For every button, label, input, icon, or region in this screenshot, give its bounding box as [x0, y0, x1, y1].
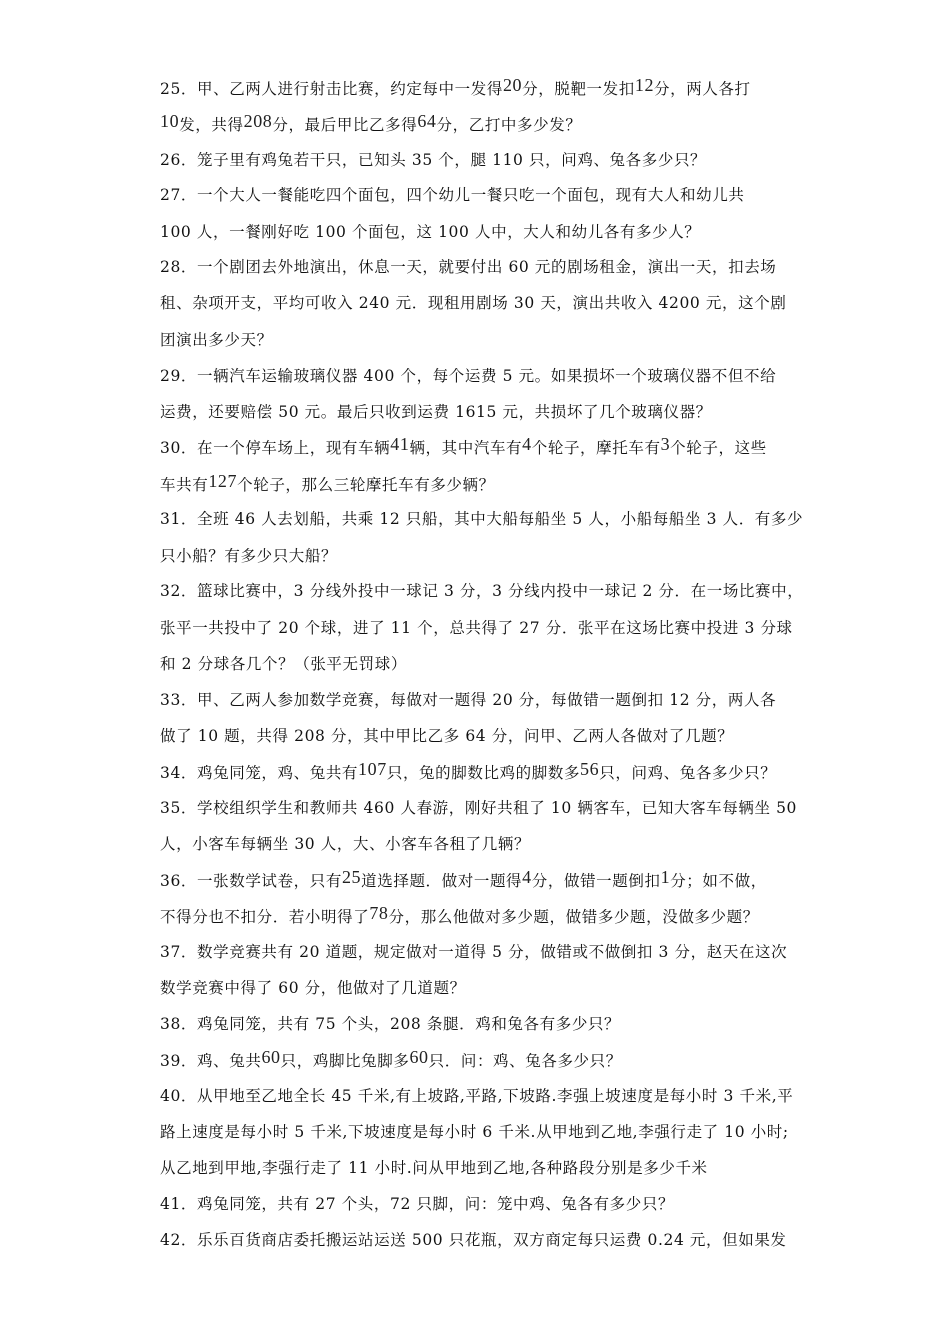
- formula-number: 3: [660, 434, 671, 454]
- problem-text-line: [160, 546, 800, 566]
- text-segment: 租、杂项开支，平均可收入 240 元．现租用剧场 30 天，演出共收入 4200 元，这个剧: [160, 294, 787, 312]
- text-segment: 42．乐乐百货商店委托搬运站运送 500 只花瓶，双方商定每只运费 0.24 元，但如果发: [160, 1231, 787, 1249]
- text-segment: 36．一张数学试卷，只有: [160, 872, 342, 890]
- problem-text-line: [160, 1086, 800, 1106]
- text-segment: 个轮子，这些: [670, 439, 767, 457]
- problem-text-line: [160, 293, 800, 313]
- text-segment: 辆，其中汽车有: [409, 439, 523, 457]
- text-segment: 人，小客车每辆坐 30 人，大、小客车各租了几辆？: [160, 835, 531, 853]
- text-segment: 32．篮球比赛中，3 分线外投中一球记 3 分，3 分线内投中一球记 2 分．在一场比赛中，: [160, 582, 804, 600]
- text-segment: 数学竞赛中得了 60 分，他做对了几道题？: [160, 979, 466, 997]
- text-segment: 25．甲、乙两人进行射击比赛，约定每中一发得: [160, 80, 503, 98]
- text-segment: 33．甲、乙两人参加数学竞赛，每做对一题得 20 分，每做错一题倒扣 12 分，两人各: [160, 691, 777, 709]
- text-segment: 路上速度是每小时 5 千米,下坡速度是每小时 6 千米.从甲地到乙地,李强行走了 10 小时;: [160, 1123, 789, 1141]
- text-segment: 30．在一个停车场上，现有车辆: [160, 439, 391, 457]
- problem-text-line: [160, 759, 800, 783]
- text-segment: 车共有: [160, 476, 209, 494]
- formula-number: 10: [160, 111, 180, 131]
- text-segment: 28．一个剧团去外地演出，休息一天，就要付出 60 元的剧场租金，演出一天，扣去场: [160, 258, 777, 276]
- text-segment: 道选择题．做对一题得: [361, 872, 523, 890]
- formula-number: 78: [369, 903, 389, 923]
- text-segment: 100 人，一餐刚好吃 100 个面包，这 100 人中，大人和幼儿各有多少人？: [160, 223, 701, 241]
- text-segment: 分，乙打中多少发？: [436, 116, 582, 134]
- problem-text-line: [160, 1158, 800, 1178]
- text-segment: 26．笼子里有鸡兔若干只，已知头 35 个，腿 110 只，问鸡、兔各多少只？: [160, 151, 707, 169]
- formula-number: 107: [358, 759, 387, 779]
- problem-text-line: [160, 726, 800, 746]
- problem-text-line: [160, 257, 800, 277]
- problem-text-line: [160, 1230, 800, 1250]
- text-segment: 38．鸡兔同笼，共有 75 个头，208 条腿．鸡和兔各有多少只？: [160, 1015, 621, 1033]
- problem-text-line: [160, 471, 800, 495]
- formula-number: 41: [390, 434, 410, 454]
- text-segment: 41．鸡兔同笼，共有 27 个头，72 只脚，问：笼中鸡、兔各有多少只？: [160, 1195, 675, 1213]
- formula-number: 64: [417, 111, 437, 131]
- problem-text-line: [160, 111, 800, 135]
- problem-text-line: [160, 654, 800, 674]
- text-segment: 从乙地到甲地,李强行走了 11 小时.问从甲地到乙地,各种路段分别是多少千米: [160, 1159, 708, 1177]
- text-segment: 分，做错一题倒扣: [531, 872, 661, 890]
- problem-text-line: [160, 942, 800, 962]
- problem-text-line: [160, 509, 804, 529]
- text-segment: 只小船？有多少只大船？: [160, 547, 338, 565]
- problem-text-line: [160, 690, 800, 710]
- formula-number: 4: [522, 434, 532, 454]
- problem-text-line: [160, 867, 800, 891]
- text-segment: 运费，还要赔偿 50 元。最后只收到运费 1615 元，共损坏了几个玻璃仪器？: [160, 403, 712, 421]
- problem-text-line: [160, 1194, 800, 1214]
- formula-number: 60: [261, 1047, 281, 1067]
- text-segment: 不得分也不扣分．若小明得了: [160, 908, 370, 926]
- text-segment: 27．一个大人一餐能吃四个面包，四个幼儿一餐只吃一个面包，现有大人和幼儿共: [160, 186, 745, 204]
- text-segment: 29．一辆汽车运输玻璃仪器 400 个，每个运费 5 元。如果损坏一个玻璃仪器不但不给: [160, 367, 777, 385]
- text-segment: 分，两人各打: [654, 80, 751, 98]
- text-segment: 40．从甲地至乙地全长 45 千米,有上坡路,平路,下坡路.李强上坡速度是每小时 3 千米,平: [160, 1087, 794, 1105]
- text-segment: 个轮子，摩托车有: [531, 439, 661, 457]
- problem-text-line: [160, 618, 800, 638]
- formula-number: 208: [243, 111, 273, 131]
- text-segment: 31．全班 46 人去划船，共乘 12 只船，其中大船每船坐 5 人，小船每船坐 3 人．有多少: [160, 510, 804, 528]
- problem-text-line: [160, 402, 800, 422]
- problem-text-line: [160, 1014, 800, 1034]
- formula-number: 4: [522, 867, 532, 887]
- formula-number: 56: [580, 759, 600, 779]
- problem-text-line: [160, 581, 804, 601]
- text-segment: 张平一共投中了 20 个球，进了 11 个，总共得了 27 分．张平在这场比赛中投进 3 分球: [160, 619, 793, 637]
- text-segment: 和 2 分球各几个？（张平无罚球）: [160, 655, 407, 673]
- formula-number: 1: [660, 867, 671, 887]
- problem-text-line: [160, 903, 800, 927]
- formula-number: 25: [341, 867, 362, 887]
- problem-text-line: [160, 834, 800, 854]
- problem-text-line: [160, 366, 800, 386]
- problem-text-line: [160, 222, 800, 242]
- text-segment: 只，问鸡、兔各多少只？: [599, 764, 777, 782]
- formula-number: 127: [208, 471, 238, 491]
- problem-text-line: [160, 1047, 800, 1071]
- formula-number: 60: [409, 1047, 429, 1067]
- problem-text-line: [160, 798, 800, 818]
- formula-number: 20: [502, 75, 523, 95]
- text-segment: 分；如不做，: [670, 872, 767, 890]
- text-segment: 只，兔的脚数比鸡的脚数多: [386, 764, 581, 782]
- problem-text-line: [160, 75, 800, 99]
- text-segment: 分，那么他做对多少题，做错多少题，没做多少题？: [388, 908, 759, 926]
- text-segment: 只．问：鸡、兔各多少只？: [428, 1052, 622, 1070]
- text-segment: 37．数学竞赛共有 20 道题，规定做对一道得 5 分，做错或不做倒扣 3 分，赵天在这次: [160, 943, 788, 961]
- text-segment: 做了 10 题，共得 208 分，其中甲比乙多 64 分，问甲、乙两人各做对了几题？: [160, 727, 734, 745]
- problem-text-line: [160, 978, 800, 998]
- problem-text-line: [160, 434, 800, 458]
- text-segment: 分，最后甲比乙多得: [272, 116, 418, 134]
- problem-text-line: [160, 185, 800, 205]
- problem-text-line: [160, 1122, 800, 1142]
- text-segment: 分，脱靶一发扣: [522, 80, 635, 98]
- text-segment: 个轮子，那么三轮摩托车有多少辆？: [237, 476, 495, 494]
- problem-text-line: [160, 150, 800, 170]
- text-segment: 只，鸡脚比兔脚多: [280, 1052, 410, 1070]
- text-segment: 35．学校组织学生和教师共 460 人春游，刚好共租了 10 辆客车，已知大客车每辆坐 50: [160, 799, 797, 817]
- text-segment: 39．鸡、兔共: [160, 1052, 262, 1070]
- formula-number: 12: [634, 75, 655, 95]
- text-segment: 团演出多少天？: [160, 331, 273, 349]
- text-segment: 发，共得: [179, 116, 244, 134]
- text-segment: 34．鸡兔同笼，鸡、兔共有: [160, 764, 359, 782]
- problem-text-line: [160, 330, 800, 350]
